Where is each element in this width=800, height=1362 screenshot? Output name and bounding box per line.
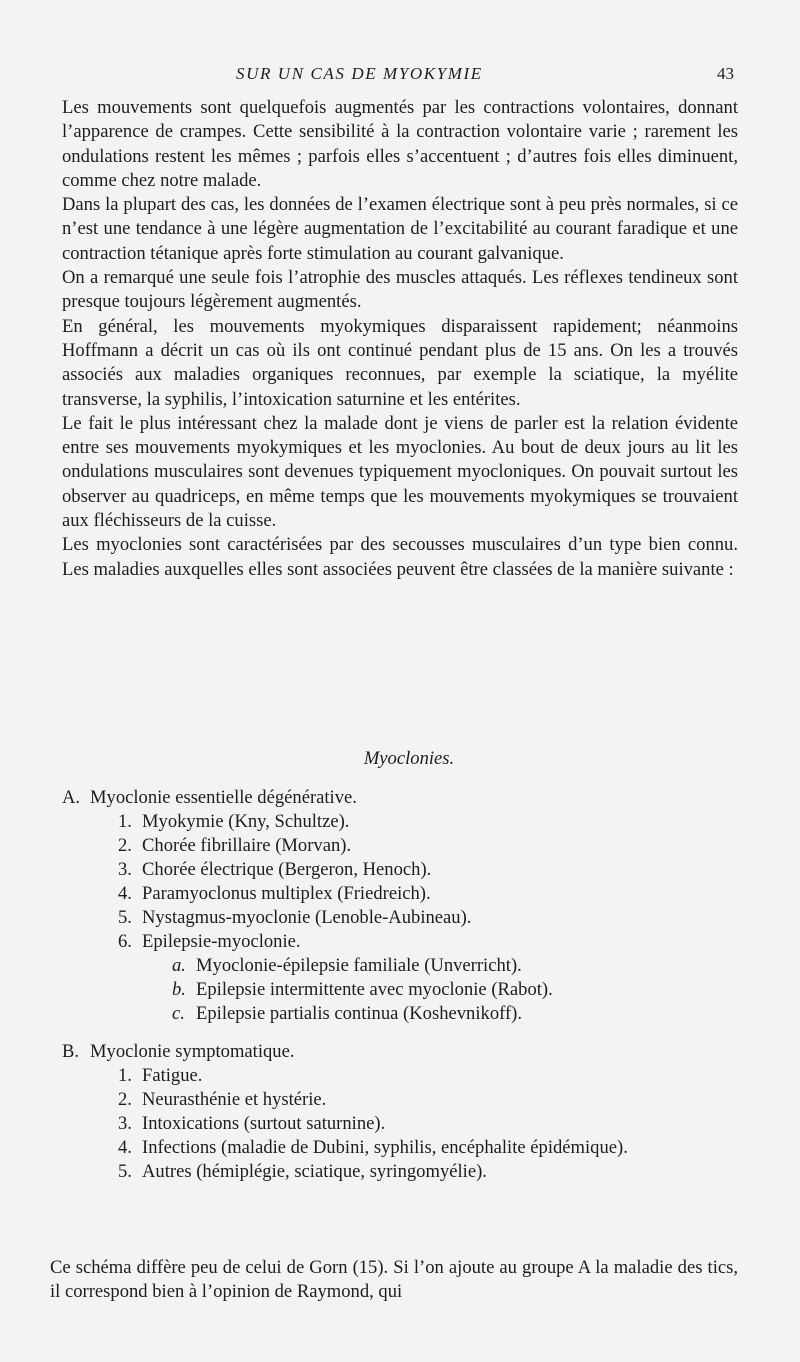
item-text: Infections (maladie de Dubini, syphilis, encéphalite épidémique). [142, 1137, 628, 1158]
item-number: 1. [118, 1065, 132, 1086]
paragraph: On a remarqué une seule fois l’atrophie des muscles attaqués. Les réflexes tendineux sont presque toujours légèrement augmentés. [62, 267, 738, 313]
item-text: Fatigue. [142, 1065, 203, 1086]
sub-item-text: Myoclonie-épilepsie familiale (Unverricht). [196, 955, 522, 976]
group-label: Myoclonie essentielle dégénérative. [90, 787, 357, 808]
list-item [62, 906, 742, 930]
body-text [62, 96, 738, 582]
paragraph: Le fait le plus intéressant chez la malade dont je viens de parler est la relation évidente entre ses mouvements myokymiques et les myoclonies. Au bout de deux jours au lit les ondulations musculaires sont devenues typiquement myocloniques. On pouvait surtout les observer au quadriceps, en même temps que les mouvements myokymiques se trouvaient aux fléchisseurs de la cuisse. [62, 412, 738, 532]
page-number: 43 [717, 64, 734, 83]
sub-item [62, 1002, 742, 1026]
sub-item [62, 954, 742, 978]
group-heading [62, 1040, 742, 1064]
item-text: Nystagmus-myoclonie (Lenoble-Aubineau). [142, 907, 472, 928]
item-number: 4. [118, 883, 132, 904]
item-number: 3. [118, 859, 132, 880]
group-mark: A. [62, 787, 81, 808]
item-text: Autres (hémiplégie, sciatique, syringomyélie). [142, 1161, 487, 1182]
item-number: 3. [118, 1113, 132, 1134]
item-number: 4. [118, 1137, 132, 1158]
item-text: Chorée fibrillaire (Morvan). [142, 835, 352, 856]
sub-item [62, 978, 742, 1002]
item-number: 2. [118, 835, 132, 856]
paragraph: En général, les mouvements myokymiques disparaissent rapidement; néanmoins Hoffmann a décrit un cas où ils ont continué pendant plus de 15 ans. On les a trouvés associés aux maladies organiques reconnues, par exemple la sciatique, la myélite transverse, la syphilis, l’intoxication saturnine et les entérites. [62, 315, 738, 410]
spacer [62, 1026, 742, 1040]
item-number: 6. [118, 931, 132, 952]
paragraph: Les mouvements sont quelquefois augmentés par les contractions volontaires, donnant l’apparence de crampes. Cette sensibilité à la contraction volontaire varie ; rarement les ondulations restent les mêmes ; parfois elles s’accentuent ; d’autres fois elles diminuent, comme chez notre malade. [62, 97, 738, 191]
item-number: 5. [118, 907, 132, 928]
list-item [62, 1160, 742, 1184]
sub-item-text: Epilepsie partialis continua (Koshevnikoff). [196, 1003, 522, 1024]
group-label: Myoclonie symptomatique. [90, 1041, 295, 1062]
item-text: Myokymie (Kny, Schultze). [142, 811, 350, 832]
sub-item-letter: b. [172, 979, 186, 1000]
item-text: Neurasthénie et hystérie. [142, 1089, 327, 1110]
sub-item-text: Epilepsie intermittente avec myoclonie (Rabot). [196, 979, 553, 1000]
sub-item-letter: a. [172, 955, 186, 976]
page-header [0, 64, 800, 88]
list-item [62, 1064, 742, 1088]
item-number: 5. [118, 1161, 132, 1182]
item-text: Paramyoclonus multiplex (Friedreich). [142, 883, 431, 904]
sub-item-letter: c. [172, 1003, 185, 1024]
list-item [62, 858, 742, 882]
item-text: Intoxications (surtout saturnine). [142, 1113, 386, 1134]
item-number: 2. [118, 1089, 132, 1110]
group-mark: B. [62, 1041, 80, 1062]
classification-list [62, 786, 742, 1184]
list-item [62, 810, 742, 834]
list-item [62, 1088, 742, 1112]
closing-paragraph: Ce schéma diffère peu de celui de Gorn (15). Si l’on ajoute au groupe A la maladie des tics, il correspond bien à l’opinion de Raymond, qui [50, 1257, 738, 1302]
list-item [62, 1136, 742, 1160]
paragraph: Les myoclonies sont caractérisées par des secousses musculaires d’un type bien connu. Les maladies auxquelles elles sont associées peuvent être classées de la manière suivante : [62, 534, 738, 580]
list-item [62, 930, 742, 954]
item-text: Chorée électrique (Bergeron, Henoch). [142, 859, 432, 880]
list-item [62, 1112, 742, 1136]
section-title: Myoclonies. [363, 748, 455, 769]
list-item [62, 882, 742, 906]
group-heading [62, 786, 742, 810]
list-item [62, 834, 742, 858]
item-text: Epilepsie-myoclonie. [142, 931, 301, 952]
paragraph: Dans la plupart des cas, les données de l’examen électrique sont à peu près normales, si ce n’est une tendance à une légère augmentation de l’excitabilité au courant faradique et une contraction tétanique après forte stimulation au courant galvanique. [62, 194, 738, 264]
item-number: 1. [118, 811, 132, 832]
running-title: SUR UN CAS DE MYOKYMIE [236, 64, 483, 83]
